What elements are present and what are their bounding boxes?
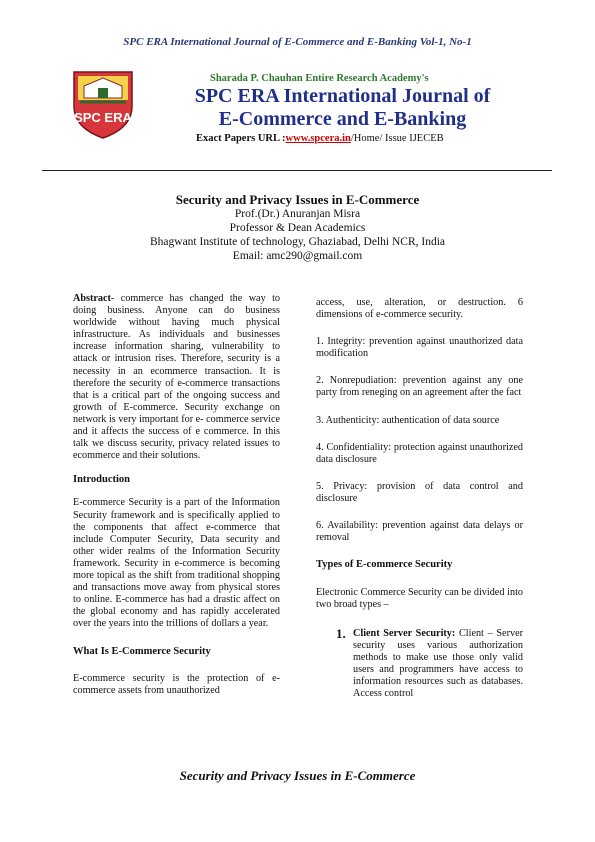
what-heading: What Is E-Commerce Security <box>73 646 211 658</box>
intro-heading: Introduction <box>73 474 130 486</box>
what-text: E-commerce security is the protection of e-commerce assets from unauthorized <box>73 672 280 696</box>
type-item-label: Client Server Security: <box>353 627 456 639</box>
dimension-item: 1. Integrity: prevention against unauthorized data modification <box>316 336 523 360</box>
type-item-client-server <box>336 625 523 701</box>
institute-name: Sharada P. Chauhan Entire Research Academy's <box>210 73 429 84</box>
article-position: Professor & Dean Academics <box>229 222 366 234</box>
page-footer: Security and Privacy Issues in E-Commerce <box>179 768 416 783</box>
right-column <box>316 297 523 700</box>
journal-title-line-2: E-Commerce and E-Banking <box>218 108 467 130</box>
abstract <box>73 293 280 462</box>
dimension-item: 2. Nonrepudiation: prevention against any one party from reneging on an agreement after the fact <box>316 375 523 399</box>
papers-url <box>196 133 444 144</box>
journal-title-line-1: SPC ERA International Journal of <box>194 85 491 107</box>
header-divider <box>42 170 552 171</box>
dimensions-list <box>316 336 523 544</box>
types-heading: Types of E-commerce Security <box>316 559 453 571</box>
dimension-item: 4. Confidentiality: protection against unauthorized data disclosure <box>316 441 523 465</box>
abstract-label: Abstract <box>73 293 111 304</box>
running-header: SPC ERA International Journal of E-Commerce and E-Banking Vol-1, No-1 <box>123 36 472 48</box>
dimension-item: 3. Authenticity: authentication of data source <box>316 414 500 426</box>
article-author: Prof.(Dr.) Anuranjan Misra <box>234 208 361 220</box>
types-intro: Electronic Commerce Security can be divided into two broad types – <box>316 587 523 611</box>
dimension-item: 6. Availability: prevention against data delays or removal <box>316 520 523 544</box>
left-column <box>73 293 280 697</box>
logo-text: SPC ERA <box>74 110 132 125</box>
journal-title <box>150 85 535 131</box>
article-title: Security and Privacy Issues in E-Commerce <box>175 192 420 207</box>
intro-text: E-commerce Security is a part of the Information Security framework and is specifically applied to the components that affect e-commerce that include Computer Security, Data security and other wider realms of the Information Security framework. Security in e-commerce is becoming more topical as the shift from traditional shopping and transactions move away from physical stores to online. E-commerce has had a drastic affect on the global economy and has rapidly accelerated over the years into the trillions of dollars a year. <box>73 497 280 630</box>
article-institution: Bhagwant Institute of technology, Ghaziabad, Delhi NCR, India <box>150 236 445 248</box>
article-email: Email: amc290@gmail.com <box>232 250 363 262</box>
type-item-number: 1. <box>336 625 346 641</box>
papers-suffix: /Home/ Issue IJECEB <box>350 133 444 144</box>
dimension-item: 5. Privacy: provision of data control and disclosure <box>316 480 523 504</box>
papers-label: Exact Papers URL : <box>196 133 286 144</box>
type-item-text: Client – Server security uses various authorization methods to make use those only valid users and programmers have access to information resources such as databases. Access control <box>353 627 523 699</box>
papers-link[interactable]: www.spcera.in <box>285 133 351 144</box>
continued-text: access, use, alteration, or destruction. 6 dimensions of e-commerce security. <box>316 297 523 321</box>
abstract-text: - commerce has changed the way to doing business. Anyone can do business worldwide without having much physical infrastructure. As individuals and businesses increase information sharing, vulnerability to attack or intrusion rises. Therefore, security is a necessity in an ecommerce transaction. It is therefore the security of e-commerce transactions that is a critical part of the ongoing success and growth of E-commerce. Security exchange on network is very important for e- commerce service and it affects the success of e commerce. In this talk we discuss security, privacy related issues to ecommerce and their solutions. <box>73 293 280 462</box>
journal-logo-icon <box>68 66 138 142</box>
